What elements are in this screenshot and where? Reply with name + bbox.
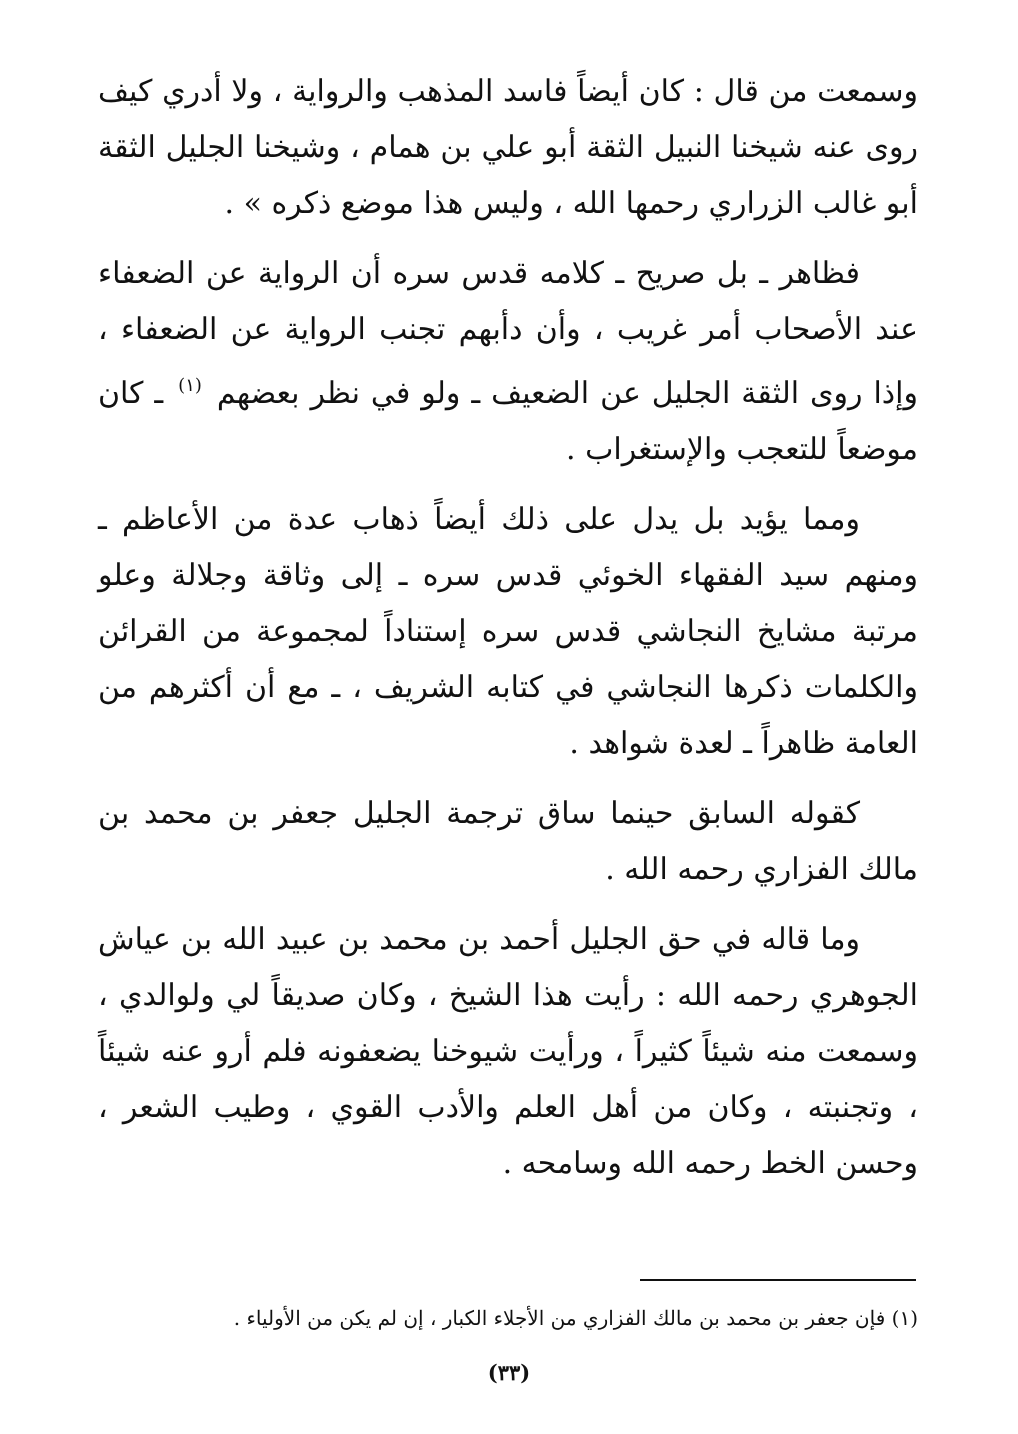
paragraph-2-text-b: ـ كان موضعاً للتعجب والإستغراب . (98, 376, 918, 467)
footnote-marker: (١) (178, 375, 202, 396)
paragraph-gap (98, 232, 918, 246)
main-text (98, 64, 918, 1192)
page-number: (٣٣) (487, 1360, 531, 1385)
footnote: (١) فإن جعفر بن محمد بن مالك الفزاري من الأجلاء الكبار ، إن لم يكن من الأولياء . (233, 1306, 918, 1330)
paragraph-3: ومما يؤيد بل يدل على ذلك أيضاً ذهاب عدة من الأعاظم ـ ومنهم سيد الفقهاء الخوئي قدس سره ـ إلى وثاقة وجلالة وعلو مرتبة مشايخ النجاشي قدس سره إستناداً لمجموعة من القرائن والكلمات ذكرها النجاشي في كتابه الشريف ، ـ مع أن أكثرهم من العامة ظاهراً ـ لعدة شواهد . (98, 502, 918, 761)
paragraph-1: وسمعت من قال : كان أيضاً فاسد المذهب والرواية ، ولا أدري كيف روى عنه شيخنا النبيل الثقة أبو علي بن همام ، وشيخنا الجليل الثقة أبو غالب الزراري رحمها الله ، وليس هذا موضع ذكره » . (98, 74, 918, 221)
paragraph-4: كقوله السابق حينما ساق ترجمة الجليل جعفر بن محمد بن مالك الفزاري رحمه الله . (98, 796, 918, 887)
footnote-separator (640, 1279, 916, 1281)
paragraph-gap (98, 772, 918, 786)
paragraph-2-text-a: فظاهر ـ بل صريح ـ كلامه قدس سره أن الرواية عن الضعفاء عند الأصحاب أمر غريب ، وأن دأبهم تجنب الرواية عن الضعفاء ، وإذا روى الثقة الجليل عن الضعيف ـ ولو في نظر بعضهم (98, 256, 918, 411)
paragraph-5: وما قاله في حق الجليل أحمد بن محمد بن عبيد الله بن عياش الجوهري رحمه الله : رأيت هذا الشيخ ، وكان صديقاً لي ولوالدي ، وسمعت منه شيئاً كثيراً ، ورأيت شيوخنا يضعفونه فلم أرو عنه شيئاً ، وتجنبته ، وكان من أهل العلم والأدب القوي ، وطيب الشعر ، وحسن الخط رحمه الله وسامحه . (98, 922, 918, 1181)
paragraph-gap (98, 898, 918, 912)
paragraph-2 (98, 246, 918, 478)
paragraph-gap (98, 478, 918, 492)
